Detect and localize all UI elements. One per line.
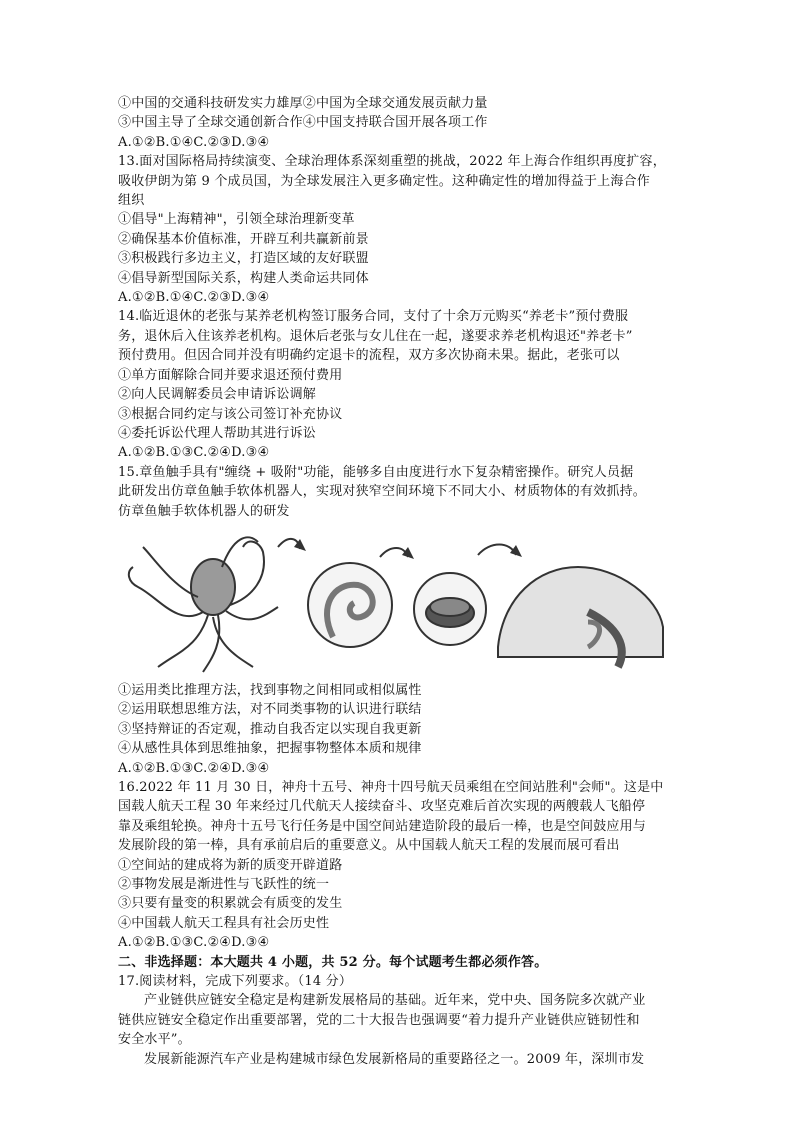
arrow-head-icon: [402, 547, 414, 559]
q17-para1-line-3: 安全水平”。: [118, 1032, 191, 1048]
q14-option-3: ③根据合同约定与该公司签订补充协议: [118, 406, 343, 422]
q15-answer-choices: A.①②B.①③C.②④D.③④: [118, 760, 270, 776]
q14-stem-line-2: 务，退休后入住该养老机构。退休后老张与女儿住在一起，遂要求养老机构退还"养老卡”: [118, 328, 633, 344]
q13-stem-line-2: 吸收伊朗为第 9 个成员国，为全球发展注入更多确定性。这种确定性的增加得益于上海合作: [118, 173, 650, 189]
soft-robot-gripper: [498, 567, 663, 667]
q14-stem-line-1: 14.临近退休的老张与某养老机构签订服务合同，支付了十余万元购买“养老卡”预付费服: [118, 309, 629, 325]
q15-stem-line-3: 仿章鱼触手软体机器人的研发: [118, 503, 290, 519]
q17-para2-line-1: 发展新能源汽车产业是构建城市绿色发展新格局的重要路径之一。2009 年，深圳市发: [144, 1051, 645, 1067]
q17-stem: 17.阅读材料，完成下列要求。（14 分）: [118, 974, 353, 990]
q14-option-1: ①单方面解除合同并要求退还预付费用: [118, 367, 343, 383]
q14-stem-line-3: 预付费用。但因合同并没有明确约定退卡的流程，双方多次协商未果。据此，老张可以: [118, 348, 620, 364]
arrow-head-icon: [510, 545, 522, 557]
q15-option-1: ①运用类比推理方法，找到事物之间相同或相似属性: [118, 682, 422, 698]
q12-answer-choices: A.①②B.①④C.②③D.③④: [118, 134, 270, 150]
q14-option-2: ②向人民调解委员会申请诉讼调解: [118, 387, 317, 403]
arrow-icon: [478, 544, 516, 555]
exam-page: [118, 94, 683, 1069]
q13-option-1: ①倡导"上海精神"，引领全球治理新变革: [118, 212, 355, 228]
q12-options-line-2: ③中国主导了全球交通创新合作④中国支持联合国开展各项工作: [118, 115, 488, 131]
q17-para1-line-1: 产业链供应链安全稳定是构建新发展格局的基础。近年来，党中央、国务院多次就产业: [144, 993, 646, 1009]
q13-stem-line-3: 组织: [118, 193, 145, 209]
octopus-illustration: [129, 537, 278, 672]
q13-answer-choices: A.①②B.①④C.②③D.③④: [118, 290, 270, 306]
q15-stem-line-1: 15.章鱼触手具有"缠绕 + 吸附"功能，能够多自由度进行水下复杂精密操作。研究人员据: [118, 464, 634, 480]
q12-options-line-1: ①中国的交通科技研发实力雄厚②中国为全球交通发展贡献力量: [118, 96, 488, 111]
q16-stem-line-3: 靠及乘组轮换。神舟十五号飞行任务是中国空间站建造阶段的最后一棒，也是空间鼓应用与: [118, 818, 647, 834]
q16-option-1: ①空间站的建成将为新的质变开辟道路: [118, 857, 343, 873]
octopus-robot-illustration: [118, 527, 683, 677]
q17-para1-line-2: 链供应链安全稳定作出重要部署，党的二十大报告也强调要“着力提升产业链供应链韧性和: [118, 1012, 640, 1028]
q16-stem-line-2: 国载人航天工程 30 年来经过几代航天人接续奋斗、攻坚克难后首次实现的两艘载人飞船停: [118, 799, 646, 815]
q13-option-4: ④倡导新型国际关系，构建人类命运共同体: [118, 270, 369, 286]
q14-answer-choices: A.①②B.①③C.②④D.③④: [118, 445, 270, 461]
q16-option-4: ④中国载人航天工程具有社会历史性: [118, 915, 330, 931]
q13-stem-line-1: 13.面对国际格局持续演变、全球治理体系深刻重塑的挑战，2022 年上海合作组织再度扩容，: [118, 154, 666, 170]
sucker-circle: [414, 573, 486, 645]
q15-option-2: ②运用联想思维方法，对不同类事物的认识进行联结: [118, 702, 422, 718]
q14-option-4: ④委托诉讼代理人帮助其进行诉讼: [118, 425, 317, 441]
q13-option-2: ②确保基本价值标准，开辟互利共赢新前景: [118, 231, 369, 247]
q15-stem-line-2: 此研发出仿章鱼触手软体机器人，实现对狭窄空间环境下不同大小、材质物体的有效抓持。: [118, 484, 647, 500]
arrow-icon: [380, 548, 408, 557]
q13-option-3: ③积极践行多边主义，打造区域的友好联盟: [118, 251, 369, 267]
q16-stem-line-4: 发展阶段的第一棒，具有承前启后的重要意义。从中国载人航天工程的发展而展可看出: [118, 838, 620, 854]
q16-option-2: ②事物发展是渐进性与飞跃性的统一: [118, 877, 330, 892]
octopus-robot-figure: [118, 527, 683, 677]
q15-option-4: ④从感性具体到思维抽象，把握事物整体本质和规律: [118, 741, 422, 757]
coiled-tentacle-circle: [308, 563, 392, 647]
q16-option-3: ③只要有量变的积累就会有质变的发生: [118, 896, 343, 912]
q15-option-3: ③坚持辩证的否定观，推动自我否定以实现自我更新: [118, 721, 422, 737]
q16-stem-line-1: 16.2022 年 11 月 30 日，神舟十五号、神舟十四号航天员乘组在空间站胜利"会师"。这是中: [118, 779, 664, 795]
q16-answer-choices: A.①②B.①③C.②④D.③④: [118, 935, 270, 951]
section-2-heading: 二、非选择题：本大题共 4 小题，共 52 分。每个试题考生都必须作答。: [118, 954, 548, 970]
